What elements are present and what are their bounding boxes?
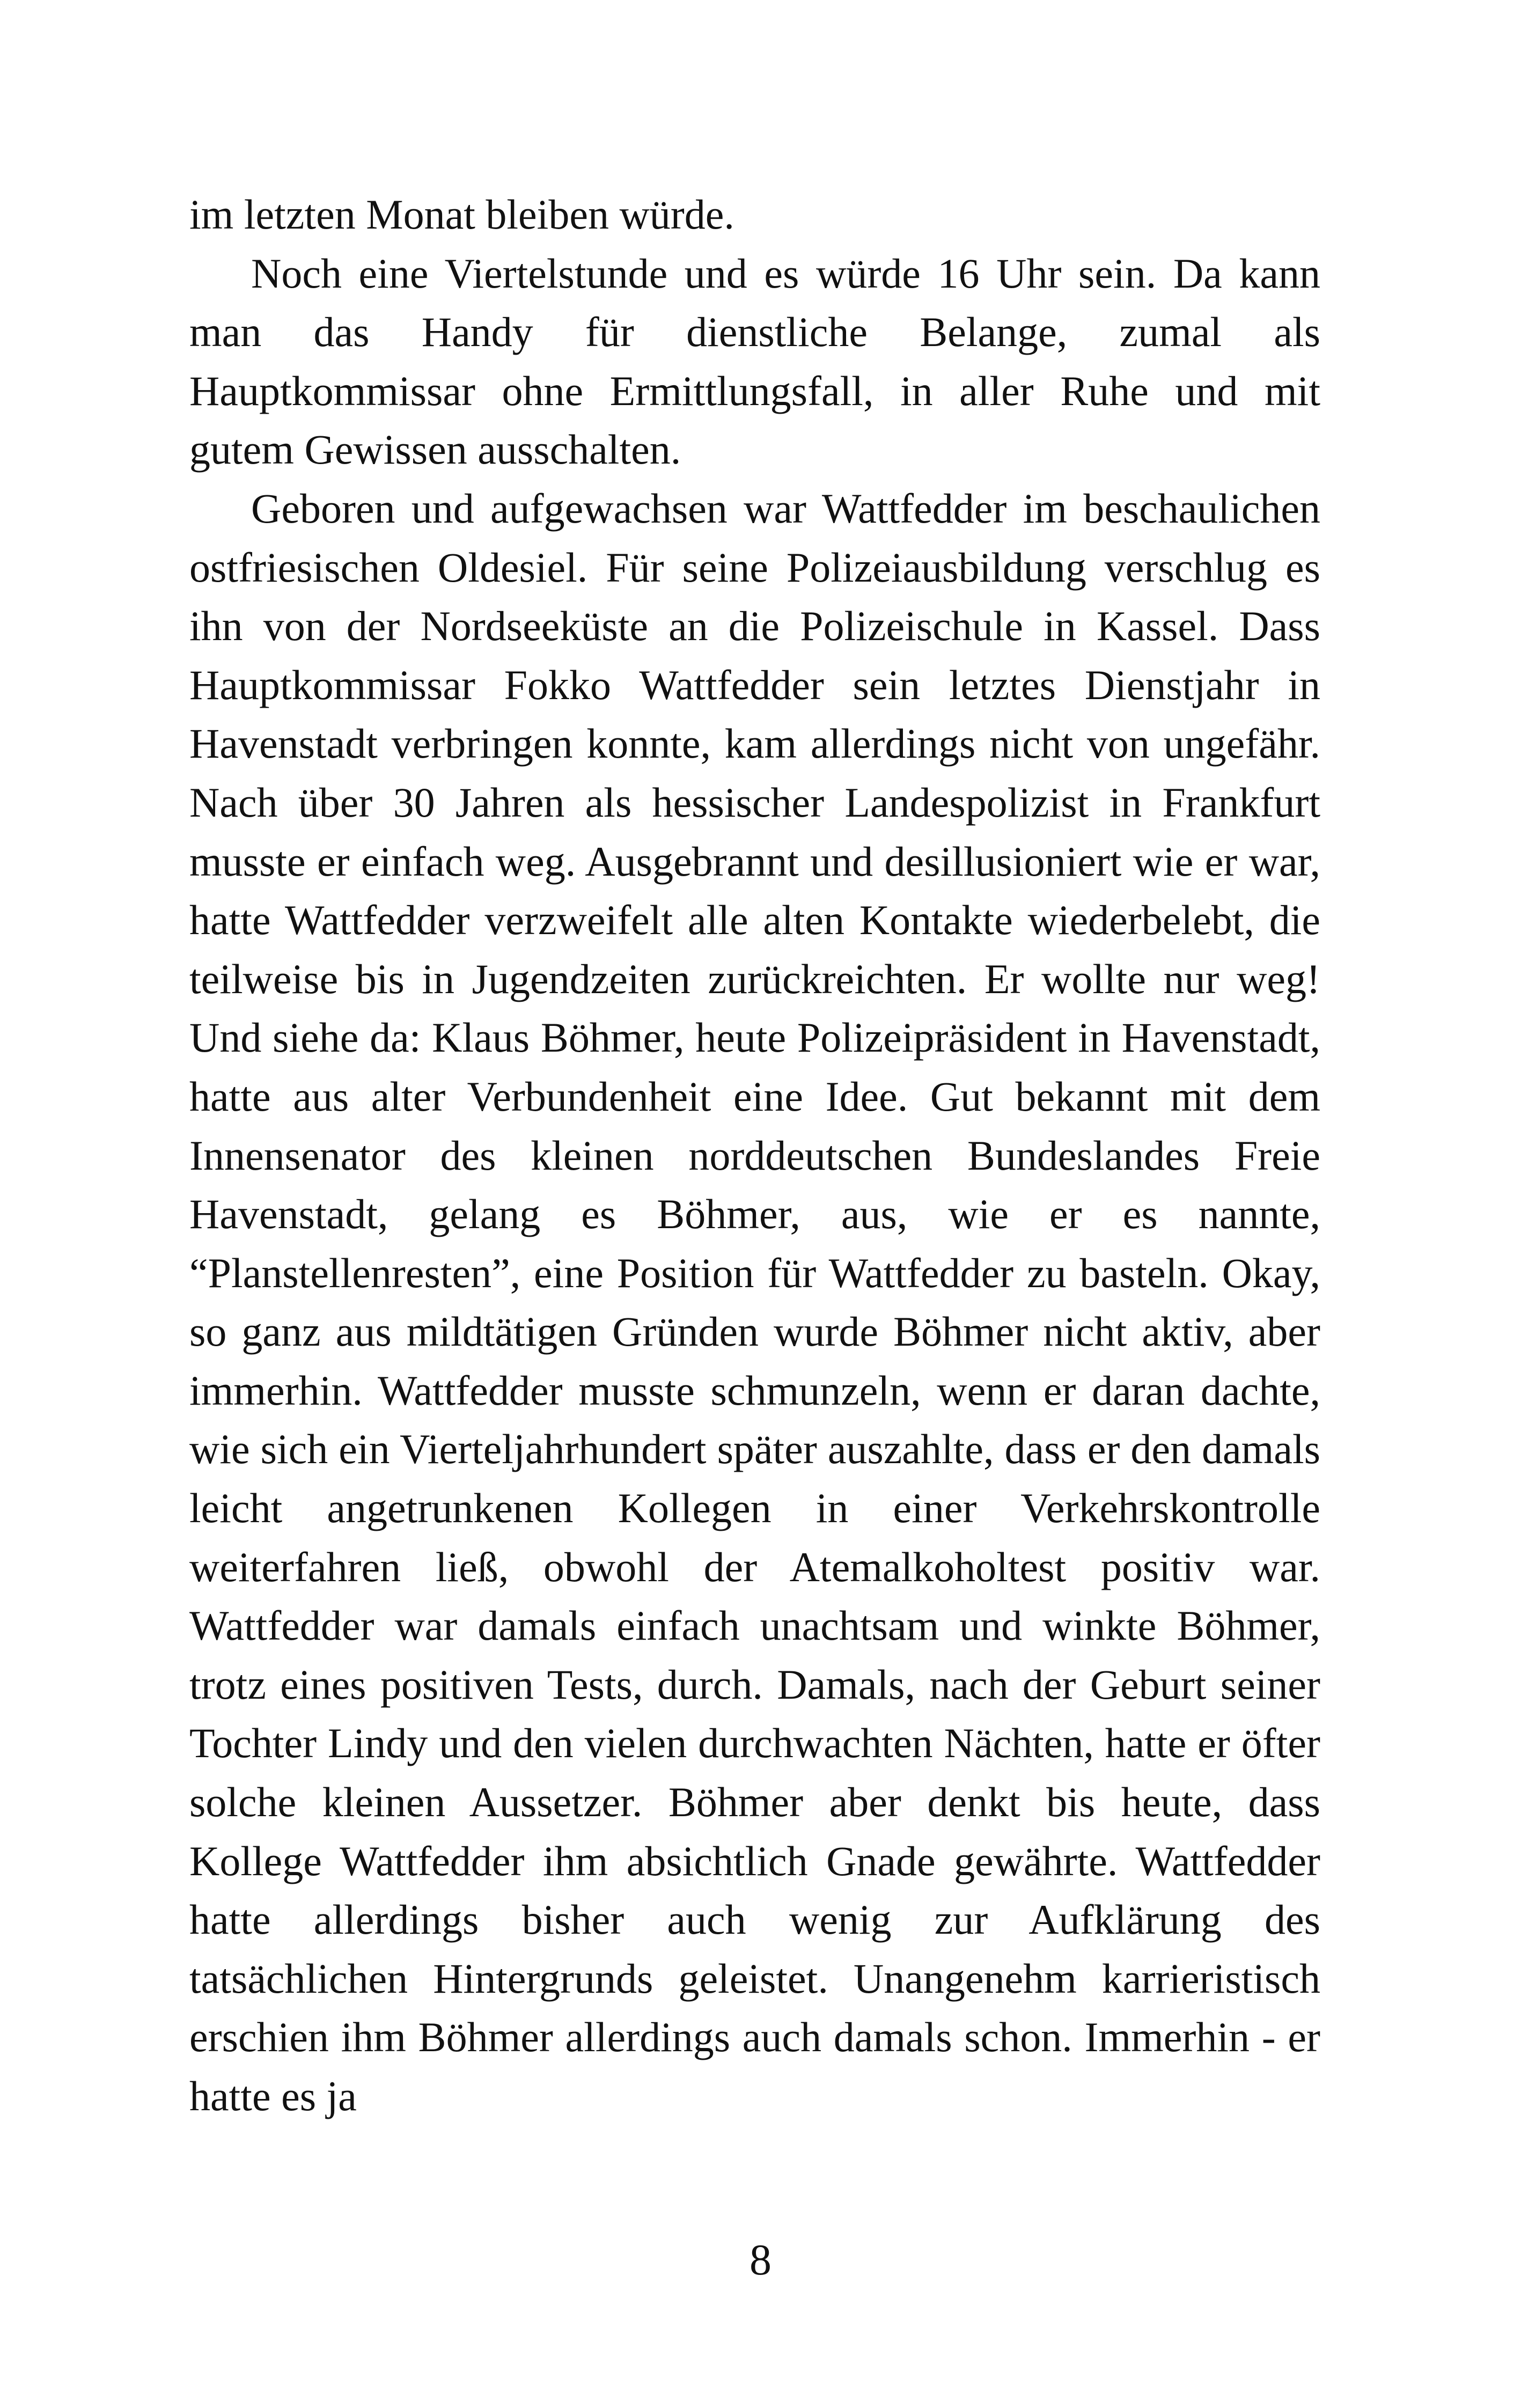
paragraph: Noch eine Viertelstunde und es würde 16 Uhr sein. Da kann man das Handy für dienstliche Belange, zumal als Hauptkommissar ohne Ermittlungsfall, in aller Ruhe und mit gutem Gewissen ausschalten. <box>189 249 1320 473</box>
paragraph: Geboren und aufgewachsen war Wattfedder im beschaulichen ostfriesischen Oldesiel. Für seine Polizeiausbildung verschlug es ihn von der Nordseeküste an die Polizeischule in Kassel. Dass Hauptkommissar Fokko Wattfedder sein letztes Dienstjahr in Havenstadt verbringen konnte, kam allerdings nicht von ungefähr. Nach über 30 Jahren als hessischer Landespolizist in Frankfurt musste er einfach weg. Ausgebrannt und desillusioniert wie er war, hatte Wattfedder verzweifelt alle alten Kontakte wiederbelebt, die teilweise bis in Jugendzeiten zurückreichten. Er wollte nur weg! Und siehe da: Klaus Böhmer, heute Polizeipräsident in Havenstadt, hatte aus alter Verbundenheit eine Idee. Gut bekannt mit dem Innensenator des kleinen norddeutschen Bundeslandes Freie Havenstadt, gelang es Böhmer, aus, wie er es nannte, “Planstellenresten”, eine Position für Wattfedder zu basteln. Okay, so ganz aus mildtätigen Gründen wurde Böhmer nicht aktiv, aber immerhin. Wattfedder musste schmunzeln, wenn er daran dachte, wie sich ein Vierteljahrhundert später auszahlte, dass er den damals leicht angetrunkenen Kollegen in einer Verkehrskontrolle weiterfahren ließ, obwohl der Atemalkoholtest positiv war. Wattfedder war damals einfach unachtsam und winkte Böhmer, trotz eines positiven Tests, durch. Damals, nach der Geburt seiner Tochter Lindy und den vielen durchwachten Nächten, hatte er öfter solche kleinen Aussetzer. Böhmer aber denkt bis heute, dass Kollege Wattfedder ihm absichtlich Gnade gewährte. Wattfedder hatte allerdings bisher auch wenig zur Aufklärung des tatsächlichen Hintergrunds geleistet. Unangenehm karrieristisch erschien ihm Böhmer allerdings auch damals schon. Immerhin - er hatte es ja <box>189 484 1320 2119</box>
page-body <box>189 185 1320 2126</box>
page-number: 8 <box>750 2235 771 2284</box>
paragraph-continuation: im letzten Monat bleiben würde. <box>189 191 734 238</box>
